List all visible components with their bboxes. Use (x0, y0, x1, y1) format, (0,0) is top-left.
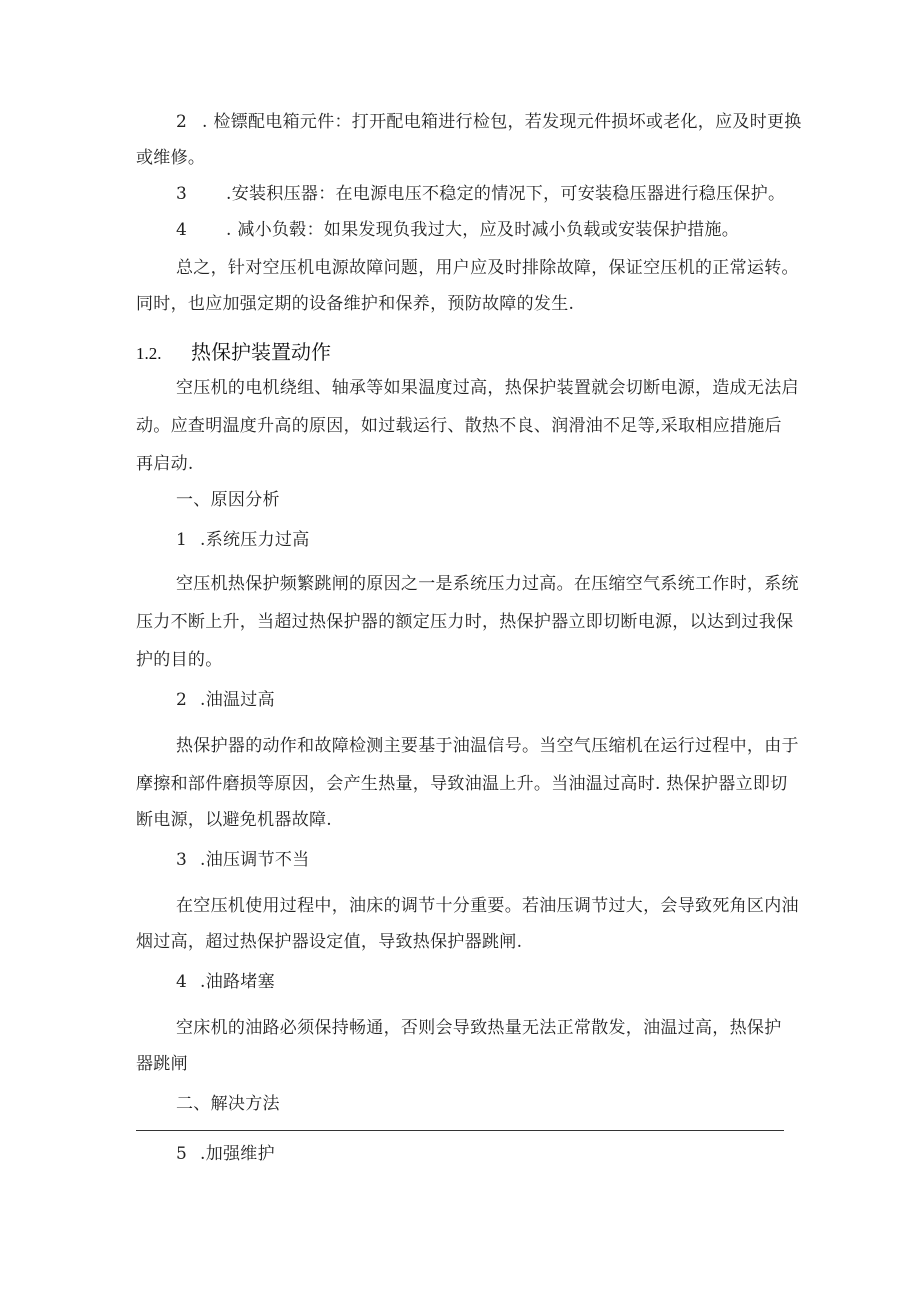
section-heading (136, 338, 331, 368)
part-title: 一、原因分析 (176, 490, 280, 510)
section-title: 热保护装置动作 (191, 340, 331, 364)
item-number: 3 (176, 184, 188, 204)
item-number: 4 (176, 972, 188, 992)
paragraph-line: 空压机热保护频繁跳闸的原因之一是系统压力过高。在压缩空气系统工作时，系统 (176, 574, 799, 594)
paragraph-line: 空压机的电机绕组、轴承等如果温度过高，热保护装置就会切断电源，造成无法启 (176, 378, 799, 398)
item-number: 4 (176, 220, 188, 240)
list-item (176, 182, 785, 206)
summary-line: 总之，针对空压机电源故障问题，用户应及时排除故障，保证空压机的正常运转。 (176, 258, 799, 278)
subsection-title (176, 970, 275, 994)
paragraph-line: 空床机的油路必须保持畅通，否则会导致热量无法正常散发，油温过高，热保护 (176, 1018, 782, 1038)
paragraph-line: 烟过高，超过热保护器设定值，导致热保护器跳闸. (136, 932, 523, 952)
subsection-title (176, 688, 275, 712)
item-text: . 检镖配电箱元件：打开配电箱进行检包，若发现元件损坏或老化，应及时更换 (202, 112, 802, 132)
item-number: 2 (176, 690, 188, 710)
summary-line: 同时，也应加强定期的设备维护和保养，预防故障的发生. (136, 294, 575, 314)
item-title: .油路堵塞 (200, 972, 275, 992)
paragraph-line: 摩擦和部件磨损等原因，会产生热量，导致油温上升。当油温过高时. 热保护器立即切 (136, 774, 788, 794)
item-text: .安装积压器：在电源电压不稳定的情况下，可安装稳压器进行稳压保护。 (226, 184, 786, 204)
section-number: 1.2. (136, 344, 162, 363)
paragraph-line: 器跳闸 (136, 1054, 188, 1074)
subsection-title (176, 528, 310, 552)
paragraph-line: 在空压机使用过程中，油床的调节十分重要。若油压调节过大，会导致死角区内油 (176, 896, 799, 916)
item-title: .加强维护 (200, 1144, 275, 1164)
horizontal-divider (136, 1130, 784, 1131)
item-number: 1 (176, 530, 188, 550)
item-number: 5 (176, 1144, 188, 1164)
list-item (176, 110, 802, 134)
paragraph-line: 压力不断上升，当超过热保护器的额定压力时，热保护器立即切断电源，以达到过我保 (136, 612, 794, 632)
item-continuation: 或维修。 (136, 148, 206, 168)
item-number: 2 (176, 112, 188, 132)
paragraph-line: 热保护器的动作和故障检测主要基于油温信号。当空气压缩机在运行过程中，由于 (176, 736, 799, 756)
paragraph-line: 断电源，以避免机器故障. (136, 810, 333, 830)
subsection-title (176, 1142, 275, 1166)
paragraph-line: 护的目的。 (136, 650, 223, 670)
paragraph-line: 动。应查明温度升高的原因，如过载运行、散热不良、润滑油不足等,采取相应措施后 (136, 416, 782, 436)
item-title: .油压调节不当 (200, 850, 310, 870)
part-title: 二、解决方法 (176, 1094, 280, 1114)
paragraph-line: 再启动. (136, 454, 194, 474)
list-item (176, 218, 739, 242)
item-title: .系统压力过高 (200, 530, 310, 550)
subsection-title (176, 848, 310, 872)
item-number: 3 (176, 850, 188, 870)
item-title: .油温过高 (200, 690, 275, 710)
item-text: . 减小负毂：如果发现负我过大，应及时减小负载或安装保护措施。 (226, 220, 740, 240)
